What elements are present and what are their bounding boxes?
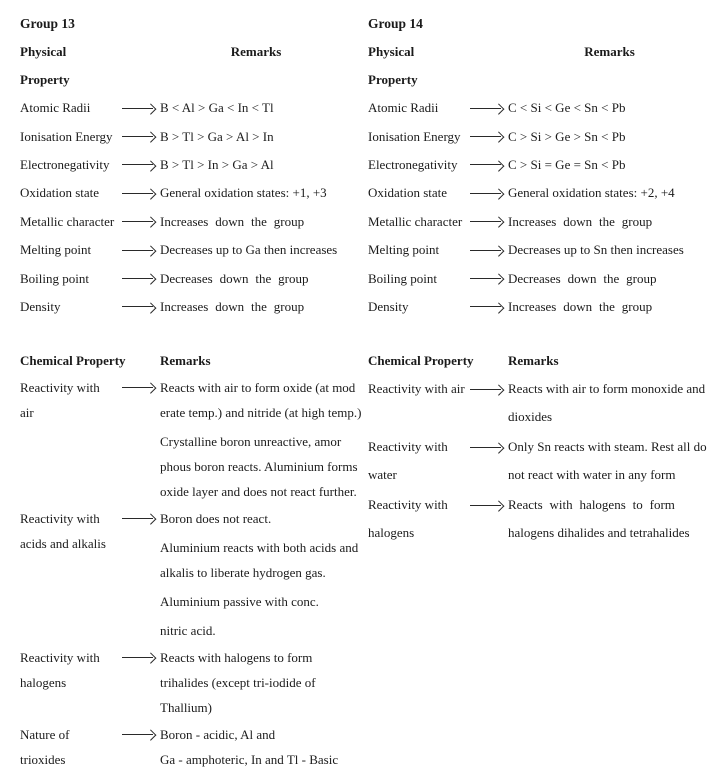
remark-paragraph	[160, 375, 361, 425]
remark-line: halogens dihalides and tetrahalides	[508, 525, 690, 541]
arrow-icon	[465, 433, 508, 461]
property-line: Reactivity with	[368, 497, 448, 513]
group13-title: Group 13	[20, 16, 75, 31]
arrow-icon	[465, 375, 508, 403]
property-line: Reactivity with	[368, 439, 448, 455]
remark-line: Reacts with halogens to form	[508, 497, 675, 513]
remarks-header: Remarks	[230, 44, 282, 59]
chemical-property-header: Chemical Property	[368, 353, 474, 369]
remark-text: B > Tl > In > Ga > Al	[160, 156, 274, 172]
physical-property-header: Physical Property	[368, 44, 418, 87]
property-label	[368, 491, 465, 547]
physical-row-ionisation-energy	[20, 122, 352, 150]
physical-row-boiling-point	[368, 264, 711, 292]
physical-row-atomic-radii	[368, 94, 711, 122]
property-line: water	[368, 467, 397, 483]
physical-row-metallic-character	[20, 208, 352, 236]
property-label	[368, 375, 465, 403]
physical-row-electronegativity	[20, 151, 352, 179]
remark-text: Increases down the group	[160, 213, 305, 229]
physical-row-atomic-radii	[20, 94, 352, 122]
remarks-header: Remarks	[508, 353, 559, 369]
remark-text: B > Tl > Ga > Al > In	[160, 128, 274, 144]
property-label: Atomic Radii	[20, 100, 91, 116]
physical-row-oxidation-state	[20, 179, 352, 207]
remark-line: Reacts with air to form monoxide and	[508, 381, 706, 397]
remark-paragraph	[160, 589, 358, 614]
property-label: Melting point	[368, 242, 440, 258]
property-label: Boiling point	[20, 270, 89, 286]
remark-line: Boron - acidic, Al and	[160, 727, 276, 743]
property-label	[20, 506, 117, 556]
remark-paragraph	[508, 491, 711, 547]
remark-line: Only Sn reacts with steam. Rest all do	[508, 439, 707, 455]
remark-text	[160, 506, 358, 643]
chemical-row-reactivity-water	[368, 433, 711, 489]
header-spacer	[117, 38, 160, 94]
property-line: Reactivity with air	[368, 381, 465, 397]
property-line: halogens	[368, 525, 415, 541]
arrow-icon	[465, 94, 508, 122]
group13-chemical-header	[20, 347, 352, 375]
arrow-icon	[117, 264, 160, 292]
remark-line: nitric acid.	[160, 623, 216, 639]
property-label	[20, 645, 117, 695]
property-line: trioxides	[20, 752, 66, 768]
remark-text: C > Si > Ge > Sn < Pb	[508, 128, 626, 144]
remark-text: General oxidation states: +2, +4	[508, 185, 675, 201]
chemical-row-nature-of-trioxides	[20, 722, 352, 772]
remark-line: alkalis to liberate hydrogen gas.	[160, 565, 326, 581]
physical-row-oxidation-state	[368, 179, 711, 207]
property-label: Metallic character	[20, 213, 115, 229]
arrow-icon	[117, 506, 160, 531]
remark-line: Aluminium reacts with both acids and	[160, 540, 359, 556]
remark-text: Decreases down the group	[508, 270, 657, 286]
remark-paragraph	[160, 618, 358, 643]
physical-row-melting-point	[368, 236, 711, 264]
remark-line: Boron does not react.	[160, 511, 272, 527]
remark-text	[508, 491, 711, 547]
property-label: Oxidation state	[368, 185, 448, 201]
physical-row-metallic-character	[368, 208, 711, 236]
arrow-icon	[117, 122, 160, 150]
group14-title: Group 14	[368, 16, 423, 31]
property-line: Reactivity with	[20, 650, 100, 666]
remark-text: Decreases up to Ga then increases	[160, 242, 338, 258]
property-label: Density	[20, 298, 61, 314]
chemical-property-header: Chemical Property	[20, 353, 126, 369]
arrow-icon	[465, 208, 508, 236]
arrow-icon	[465, 491, 508, 519]
property-line: acids and alkalis	[20, 536, 106, 552]
arrow-icon	[117, 208, 160, 236]
physical-row-melting-point	[20, 236, 352, 264]
arrow-icon	[117, 293, 160, 321]
arrow-icon	[465, 151, 508, 179]
chemical-row-reactivity-halogens	[368, 491, 711, 547]
remark-paragraph	[508, 433, 711, 489]
remark-text: General oxidation states: +1, +3	[160, 185, 327, 201]
property-line: Reactivity with	[20, 511, 100, 527]
arrow-icon	[117, 645, 160, 670]
remark-line: Aluminium passive with conc.	[160, 594, 319, 610]
remark-text: B < Al > Ga < In < Tl	[160, 100, 274, 116]
property-label	[368, 433, 465, 489]
physical-row-electronegativity	[368, 151, 711, 179]
remarks-header: Remarks	[584, 44, 635, 59]
physical-row-boiling-point	[20, 264, 352, 292]
chemical-row-reactivity-acids-alkalis	[20, 506, 359, 643]
arrow-icon	[117, 94, 160, 122]
remark-text: Decreases up to Sn then increases	[508, 242, 684, 258]
remark-line: dioxides	[508, 409, 553, 425]
property-line: Nature of	[20, 727, 70, 743]
physical-row-density	[368, 293, 711, 321]
arrow-icon	[117, 236, 160, 264]
group14-chemical-header	[368, 347, 711, 375]
remark-text: Increases down the group	[508, 213, 653, 229]
remark-line: Reacts with halogens to form	[160, 650, 313, 666]
property-label	[20, 722, 117, 772]
remark-line: Reacts with air to form oxide (at mod	[160, 380, 356, 396]
chemical-row-reactivity-halogens	[20, 645, 352, 720]
remark-text: C < Si < Ge < Sn < Pb	[508, 100, 626, 116]
property-label: Melting point	[20, 242, 92, 258]
remark-line: oxide layer and does not react further.	[160, 484, 357, 500]
property-line: Reactivity with	[20, 380, 100, 396]
property-label: Oxidation state	[20, 185, 100, 201]
physical-row-density	[20, 293, 352, 321]
remark-paragraph	[160, 535, 358, 585]
remark-text: C > Si = Ge = Sn < Pb	[508, 156, 626, 172]
property-label: Electronegativity	[368, 156, 458, 172]
property-label: Metallic character	[368, 213, 463, 229]
physical-row-ionisation-energy	[368, 122, 711, 150]
remark-line: Thallium)	[160, 700, 212, 716]
remark-paragraph	[160, 506, 358, 531]
property-label: Ionisation Energy	[20, 128, 113, 144]
remark-line: phous boron reacts. Aluminium forms	[160, 459, 358, 475]
group13-column	[20, 10, 362, 774]
remark-text: Decreases down the group	[160, 270, 309, 286]
remark-text	[160, 722, 352, 772]
chemical-row-reactivity-air	[368, 375, 711, 431]
remark-text	[160, 645, 352, 720]
property-label: Density	[368, 298, 409, 314]
group14-column	[368, 10, 711, 549]
property-label: Atomic Radii	[368, 100, 439, 116]
remark-paragraph	[508, 375, 711, 431]
property-label: Electronegativity	[20, 156, 110, 172]
remark-line: erate temp.) and nitride (at high temp.)	[160, 405, 362, 421]
property-label: Ionisation Energy	[368, 128, 461, 144]
remark-text: Increases down the group	[508, 298, 653, 314]
arrow-icon	[117, 722, 160, 747]
remark-line: Crystalline boron unreactive, amor	[160, 434, 342, 450]
remark-text	[508, 433, 711, 489]
remark-text: Increases down the group	[160, 298, 305, 314]
remark-text	[508, 375, 711, 431]
remark-paragraph	[160, 429, 361, 504]
arrow-icon	[465, 236, 508, 264]
arrow-icon	[465, 122, 508, 150]
arrow-icon	[117, 179, 160, 207]
remark-paragraph	[160, 722, 352, 772]
property-line: halogens	[20, 675, 67, 691]
arrow-icon	[465, 179, 508, 207]
arrow-icon	[465, 293, 508, 321]
group13-physical-header	[20, 38, 352, 94]
remark-line: Ga - amphoteric, In and Tl - Basic	[160, 752, 339, 768]
remark-line: trihalides (except tri-iodide of	[160, 675, 316, 691]
remark-paragraph	[160, 645, 352, 720]
remark-text	[160, 375, 361, 504]
property-label	[20, 375, 117, 425]
arrow-icon	[465, 264, 508, 292]
group14-physical-header	[368, 38, 711, 94]
remarks-header: Remarks	[160, 353, 211, 369]
physical-property-header: Physical Property	[20, 44, 70, 87]
chemical-row-reactivity-air	[20, 375, 362, 504]
arrow-icon	[117, 375, 160, 400]
property-label: Boiling point	[368, 270, 437, 286]
arrow-icon	[117, 151, 160, 179]
property-line: air	[20, 405, 34, 421]
header-spacer	[465, 38, 508, 94]
remark-line: not react with water in any form	[508, 467, 676, 483]
